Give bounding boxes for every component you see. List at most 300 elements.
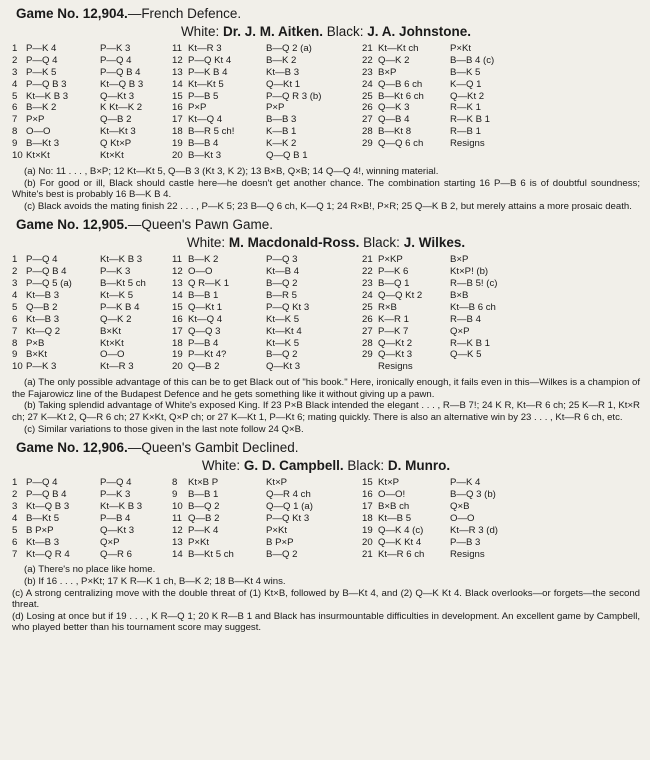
move-number: 14 — [172, 289, 183, 301]
white-move: P—Q 5 (a) — [26, 278, 72, 290]
move-row — [362, 43, 522, 55]
move-row — [12, 302, 172, 314]
move-number: 14 — [172, 78, 183, 90]
move-column — [12, 254, 172, 373]
white-move: P—Kt 4? — [188, 349, 227, 361]
move-row — [362, 290, 522, 302]
black-move: Q—Q B 1 — [266, 150, 308, 162]
move-row — [12, 549, 172, 561]
move-column — [172, 477, 362, 560]
annotations — [12, 564, 640, 634]
move-column — [12, 43, 172, 162]
white-move: P—K 3 — [26, 361, 57, 373]
annotation: (b) For good or ill, Black should castle here—he doesn't get another chance. The combination starting 16 P—B 6 is of doubtful soundness; White's best is probably 16 B—K B 4. — [12, 177, 640, 201]
black-move: R—K B 1 — [450, 114, 490, 126]
move-row — [12, 489, 172, 501]
white-move: Kt×P — [378, 477, 400, 489]
black-move: B—K 5 — [450, 66, 481, 78]
move-row — [12, 361, 172, 373]
move-number: 11 — [172, 512, 182, 524]
white-move: B—Kt 3 — [26, 138, 60, 150]
move-number: 24 — [362, 78, 373, 90]
white-move: Kt—B 3 — [26, 313, 60, 325]
move-row — [12, 349, 172, 361]
black-player: J. Wilkes. — [403, 235, 466, 251]
move-number: 17 — [172, 114, 183, 126]
white-move: B—Kt 8 — [378, 126, 412, 138]
move-row — [172, 91, 362, 103]
move-number: 23 — [362, 66, 373, 78]
move-number: 1 — [12, 254, 18, 266]
black-move: B—Kt 5 ch — [100, 278, 146, 290]
black-move: Kt—R 3 — [100, 361, 134, 373]
move-row — [12, 126, 172, 138]
move-row — [172, 138, 362, 150]
black-move: Q—R 4 ch — [266, 489, 311, 501]
white-move: P—K 4 — [188, 524, 219, 536]
move-row — [12, 338, 172, 350]
move-number: 28 — [362, 337, 373, 349]
black-move: Resigns — [450, 548, 485, 560]
move-number: 6 — [12, 102, 18, 114]
move-row — [172, 349, 362, 361]
move-row — [12, 43, 172, 55]
move-number: 29 — [362, 138, 373, 150]
white-move: B—Kt 3 — [188, 150, 222, 162]
move-row — [12, 314, 172, 326]
move-row — [12, 102, 172, 114]
move-row — [12, 278, 172, 290]
black-move: P—K 3 — [100, 489, 131, 501]
move-row — [362, 477, 522, 489]
black-move: Kt—Kt 3 — [100, 126, 136, 138]
black-move: Q—R 6 — [100, 548, 132, 560]
move-number: 25 — [362, 90, 373, 102]
white-player: M. Macdonald-Ross. — [228, 235, 360, 251]
move-number: 4 — [12, 78, 18, 90]
move-row — [172, 290, 362, 302]
move-row — [12, 326, 172, 338]
annotation: (b) Taking splendid advantage of White's exposed King. If 23 P×B Black intended the elegant . . . , R—B 7!; 24 K R, Kt—R 6 ch; 25 K—R 1, Kt×R ch; 27 K—Kt 2, Q—R 6 ch; 27 K×Kt, Q×P ch; or 27 K—Kt 1, P—Kt 6; mating quickly. There is also an alternative win by 23 . . . , Kt—R 6 ch, etc. — [12, 400, 640, 423]
black-move: Kt×P! (b) — [450, 266, 489, 278]
move-row — [172, 326, 362, 338]
white-move: P—K 5 — [26, 66, 57, 78]
annotation: (c) A strong centralizing move with the double threat of (1) Kt×B, followed by B—Kt 4, and (2) Q—K Kt 4. Black overlooks—or forgets—the second threat. — [12, 587, 640, 611]
black-move: P×P — [266, 102, 285, 114]
black-move: R—K B 1 — [450, 337, 490, 349]
move-number: 10 — [12, 361, 23, 373]
move-row — [362, 55, 522, 67]
move-row — [12, 525, 172, 537]
black-move: Kt×Kt — [100, 150, 124, 162]
black-move: Q—Kt 3 — [100, 90, 135, 102]
move-row — [12, 477, 172, 489]
move-number: 19 — [172, 138, 183, 150]
black-move: Kt—B 4 — [266, 266, 300, 278]
black-move: P—Q 3 — [266, 254, 298, 266]
black-move: B—Q 3 (b) — [450, 489, 496, 501]
white-move: O—O — [188, 266, 213, 278]
move-number: 13 — [172, 536, 183, 548]
white-move: Q—B 6 ch — [378, 78, 423, 90]
white-move: B—K 2 — [26, 102, 57, 114]
black-move: Q—Kt 3 — [266, 361, 301, 373]
move-number: 1 — [12, 43, 18, 54]
white-move: P×Kt — [188, 536, 210, 548]
black-move: P—Q Kt 3 — [266, 512, 310, 524]
move-row — [362, 79, 522, 91]
move-number: 18 — [172, 337, 183, 349]
move-number: 21 — [362, 43, 373, 54]
move-number: 13 — [172, 66, 183, 78]
black-move: P×Kt — [450, 43, 472, 54]
white-move: P×P — [26, 114, 45, 126]
move-number: 12 — [172, 266, 183, 278]
black-move: R—B 5! (c) — [450, 278, 498, 290]
move-row — [172, 114, 362, 126]
move-row — [362, 338, 522, 350]
move-number: 14 — [172, 548, 183, 560]
black-move: P—Q Kt 3 — [266, 301, 310, 313]
move-row — [12, 254, 172, 266]
move-row — [362, 361, 522, 373]
white-move: P—Q B 3 — [26, 78, 67, 90]
move-number: 5 — [12, 524, 18, 536]
black-move: Kt—K 5 — [266, 313, 300, 325]
white-move: Q—B 2 — [26, 301, 58, 313]
black-move: P—Q 4 — [100, 477, 132, 489]
black-move: O—O — [450, 512, 475, 524]
white-move: P—K 7 — [378, 325, 409, 337]
game-opening: —Queen's Gambit Declined. — [127, 440, 299, 456]
black-move: Kt×P — [266, 477, 288, 489]
move-number: 13 — [172, 278, 183, 290]
move-row — [362, 489, 522, 501]
white-move: Q—Kt 2 — [378, 337, 413, 349]
move-number: 15 — [172, 90, 183, 102]
white-move: P—Q B 4 — [26, 489, 67, 501]
white-move: B—B 1 — [188, 489, 219, 501]
move-column — [172, 43, 362, 162]
move-row — [362, 326, 522, 338]
white-move: Q—Q 3 — [188, 325, 221, 337]
black-move: Kt—R 3 (d) — [450, 524, 498, 536]
black-move: R—K 1 — [450, 102, 481, 114]
white-move: B—Q 2 — [188, 500, 220, 512]
black-move: B—Q 2 (a) — [266, 43, 312, 54]
annotation: (b) If 16 . . . , P×Kt; 17 K R—K 1 ch, B—K 2; 18 B—Kt 4 wins. — [24, 575, 286, 587]
white-move: B—K 2 — [188, 254, 219, 266]
annotation: (a) The only possible advantage of this can be to get Black out of "his book." Here, ironically enough, it fails even in this—Wilkes is a champion of the Fajarowicz line of the Budapest Defence and he gets something like it without giving up a pawn. — [12, 377, 640, 400]
move-row — [172, 537, 362, 549]
white-move: Kt—K B 3 — [26, 90, 69, 102]
white-move: P—Q B 4 — [26, 266, 67, 278]
black-move: Kt—B 3 — [266, 66, 300, 78]
white-move: Q—K 2 — [378, 54, 410, 66]
move-row — [172, 79, 362, 91]
white-move: B×B ch — [378, 500, 410, 512]
game-opening: —French Defence. — [127, 6, 242, 21]
move-number: 16 — [172, 102, 183, 114]
black-move: K—Q 1 — [450, 78, 482, 90]
black-move: Q Kt×P — [100, 138, 132, 150]
white-move: Kt—B 3 — [26, 289, 60, 301]
black-move: Q—B 2 — [100, 114, 132, 126]
move-row — [172, 302, 362, 314]
white-move: Q—K 3 — [378, 102, 410, 114]
black-move: P—K 4 — [450, 477, 481, 489]
black-move: P—Q R 3 (b) — [266, 90, 322, 102]
white-move: B P×P — [26, 524, 54, 536]
move-row — [172, 278, 362, 290]
white-move: P×KP — [378, 254, 403, 266]
move-row — [172, 549, 362, 561]
game-12906 — [12, 440, 640, 634]
move-row — [362, 138, 522, 150]
black-move: K Kt—K 2 — [100, 102, 143, 114]
game-number: Game No. 12,904. — [16, 6, 128, 21]
white-move: P—Q 4 — [26, 477, 58, 489]
white-player: G. D. Campbell. — [243, 458, 344, 474]
players-line — [12, 235, 640, 250]
move-number: 20 — [362, 536, 373, 548]
black-move: B—Q 2 — [266, 278, 298, 290]
black-move: Kt—K B 3 — [100, 500, 143, 512]
black-move: Q—Kt 1 — [266, 78, 301, 90]
black-move: P—K 3 — [100, 43, 131, 54]
move-row — [12, 537, 172, 549]
move-number: 21 — [362, 548, 373, 560]
white-move: B×P — [378, 66, 397, 78]
black-move: Resigns — [450, 138, 485, 150]
move-row — [12, 114, 172, 126]
move-row — [172, 501, 362, 513]
white-move: Resigns — [378, 361, 413, 373]
move-column — [12, 477, 172, 560]
move-row — [172, 489, 362, 501]
move-number: 10 — [172, 500, 183, 512]
move-number: 11 — [172, 43, 182, 54]
black-move: B—B 3 — [266, 114, 297, 126]
move-number: 29 — [362, 349, 373, 361]
move-number: 26 — [362, 313, 373, 325]
black-move: Kt—Kt 4 — [266, 325, 302, 337]
move-number: 17 — [362, 500, 373, 512]
move-column — [362, 477, 522, 560]
move-row — [172, 150, 362, 162]
black-label: Black: — [326, 24, 364, 39]
move-row — [362, 537, 522, 549]
move-number: 3 — [12, 278, 18, 290]
move-row — [12, 290, 172, 302]
move-row — [12, 150, 172, 162]
white-move: Q—K Kt 4 — [378, 536, 422, 548]
white-move: Kt×Kt — [26, 150, 50, 162]
move-row — [172, 361, 362, 373]
move-number: 6 — [12, 313, 18, 325]
black-player: D. Munro. — [387, 458, 451, 474]
white-move: Kt—B 3 — [26, 536, 60, 548]
white-move: B—Q 1 — [378, 278, 410, 290]
black-move: B—Q 2 — [266, 349, 298, 361]
black-move: Kt—K 5 — [266, 337, 300, 349]
move-number: 4 — [12, 512, 18, 524]
move-number: 9 — [12, 349, 18, 361]
black-move: B—Q 2 — [266, 548, 298, 560]
move-number: 24 — [362, 289, 373, 301]
move-row — [172, 67, 362, 79]
black-move: P—K 3 — [100, 266, 131, 278]
black-move: R—B 1 — [450, 126, 481, 138]
game-number: Game No. 12,905. — [16, 217, 128, 233]
white-move: Q—Kt 3 — [378, 349, 413, 361]
move-row — [362, 278, 522, 290]
black-move: P—K B 4 — [100, 301, 140, 313]
annotations — [12, 166, 640, 212]
move-row — [12, 513, 172, 525]
move-number: 25 — [362, 301, 373, 313]
black-move: O—O — [100, 349, 125, 361]
move-column — [362, 254, 522, 373]
move-number: 23 — [362, 278, 373, 290]
move-row — [362, 513, 522, 525]
move-number: 11 — [172, 254, 182, 266]
move-number: 9 — [12, 138, 18, 150]
move-table — [12, 254, 640, 373]
white-move: P—K 4 — [26, 43, 57, 54]
move-number: 21 — [362, 254, 373, 266]
black-move: Kt—Q B 3 — [100, 78, 144, 90]
move-number: 5 — [12, 301, 18, 313]
game-title — [16, 440, 640, 455]
move-row — [362, 314, 522, 326]
move-number: 17 — [172, 325, 183, 337]
move-row — [12, 79, 172, 91]
black-move: Kt×Kt — [100, 337, 124, 349]
move-row — [362, 102, 522, 114]
white-move: B—B 1 — [188, 289, 219, 301]
annotation: (c) Similar variations to those given in the last note follow 24 Q×B. — [24, 423, 304, 435]
black-move: Q×P — [100, 536, 120, 548]
black-move: P—B 4 — [100, 512, 131, 524]
annotation: (a) There's no place like home. — [24, 564, 156, 576]
white-move: P—Q 4 — [26, 54, 58, 66]
black-player: J. A. Johnstone. — [367, 24, 472, 39]
black-move: P—Q B 4 — [100, 66, 141, 78]
move-number: 1 — [12, 477, 18, 489]
move-row — [12, 55, 172, 67]
move-row — [12, 266, 172, 278]
white-move: B×Kt — [26, 349, 48, 361]
move-row — [362, 126, 522, 138]
annotations — [12, 377, 640, 435]
white-move: Kt×B P — [188, 477, 219, 489]
move-number: 7 — [12, 325, 18, 337]
move-number: 2 — [12, 489, 18, 501]
move-column — [362, 43, 522, 162]
white-move: K—R 1 — [378, 313, 409, 325]
move-number: 2 — [12, 266, 18, 278]
move-number: 8 — [172, 477, 178, 489]
move-row — [12, 91, 172, 103]
move-row — [362, 525, 522, 537]
white-label: White: — [186, 235, 226, 251]
move-row — [172, 266, 362, 278]
move-row — [362, 349, 522, 361]
move-number: 8 — [12, 337, 18, 349]
white-move: P—B 5 — [188, 90, 219, 102]
annotation: (a) No: 11 . . . , B×P; 12 Kt—Kt 5, Q—B 3 (Kt 3, K 2); 13 B×B, Q×B; 14 Q—Q 4!, winning material. — [24, 165, 439, 177]
move-column — [172, 254, 362, 373]
white-player: Dr. J. M. Aitken. — [222, 24, 323, 39]
move-number: 5 — [12, 90, 18, 102]
move-row — [172, 338, 362, 350]
move-row — [12, 138, 172, 150]
move-number: 27 — [362, 114, 373, 126]
move-number: 10 — [12, 150, 23, 162]
white-move: P—K 6 — [378, 266, 409, 278]
black-move: Kt—B 6 ch — [450, 301, 496, 313]
white-move: Kt—Q B 3 — [26, 500, 70, 512]
white-move: Kt—Q 4 — [188, 313, 223, 325]
black-move: R—B 4 — [450, 313, 481, 325]
move-number: 16 — [362, 489, 373, 501]
white-move: Kt—Kt 5 — [188, 78, 224, 90]
game-12904 — [12, 6, 640, 212]
move-row — [172, 102, 362, 114]
move-number: 3 — [12, 500, 18, 512]
move-number: 15 — [362, 477, 373, 489]
black-move: K—K 2 — [266, 138, 297, 150]
black-move: Q—K 5 — [450, 349, 482, 361]
white-move: P×B — [26, 337, 45, 349]
move-row — [172, 477, 362, 489]
white-label: White: — [201, 458, 241, 474]
white-move: B—Kt 5 — [26, 512, 60, 524]
white-move: B—Kt 6 ch — [378, 90, 424, 102]
black-move: Q—Kt 2 — [450, 90, 485, 102]
move-number: 20 — [172, 150, 183, 162]
move-number: 27 — [362, 325, 373, 337]
move-row — [172, 254, 362, 266]
move-number: 22 — [362, 266, 373, 278]
move-table — [12, 43, 640, 162]
move-row — [362, 501, 522, 513]
white-move: O—O — [26, 126, 51, 138]
move-number: 19 — [362, 524, 373, 536]
white-move: Kt—R 3 — [188, 43, 222, 54]
players-line — [12, 458, 640, 473]
white-move: Q—Kt 1 — [188, 301, 223, 313]
move-number: 12 — [172, 54, 183, 66]
black-move: K—B 1 — [266, 126, 297, 138]
move-number: 3 — [12, 66, 18, 78]
white-move: P—B 4 — [188, 337, 219, 349]
white-move: Q—Q Kt 2 — [378, 289, 423, 301]
annotation: (c) Black avoids the mating finish 22 . . . , P—K 5; 23 B—Q 6 ch, K—Q 1; 24 R×B!, P×R; 25 Q—K B 2, but merely attains a more prosaic death. — [24, 200, 632, 212]
move-number: 16 — [172, 313, 183, 325]
move-number: 26 — [362, 102, 373, 114]
move-number: 20 — [172, 361, 183, 373]
move-number: 18 — [172, 126, 183, 138]
players-line — [12, 24, 640, 39]
move-number: 18 — [362, 512, 373, 524]
move-row — [362, 266, 522, 278]
move-row — [362, 254, 522, 266]
black-move: B—K 2 — [266, 54, 297, 66]
move-number: 15 — [172, 301, 183, 313]
move-number: 28 — [362, 126, 373, 138]
